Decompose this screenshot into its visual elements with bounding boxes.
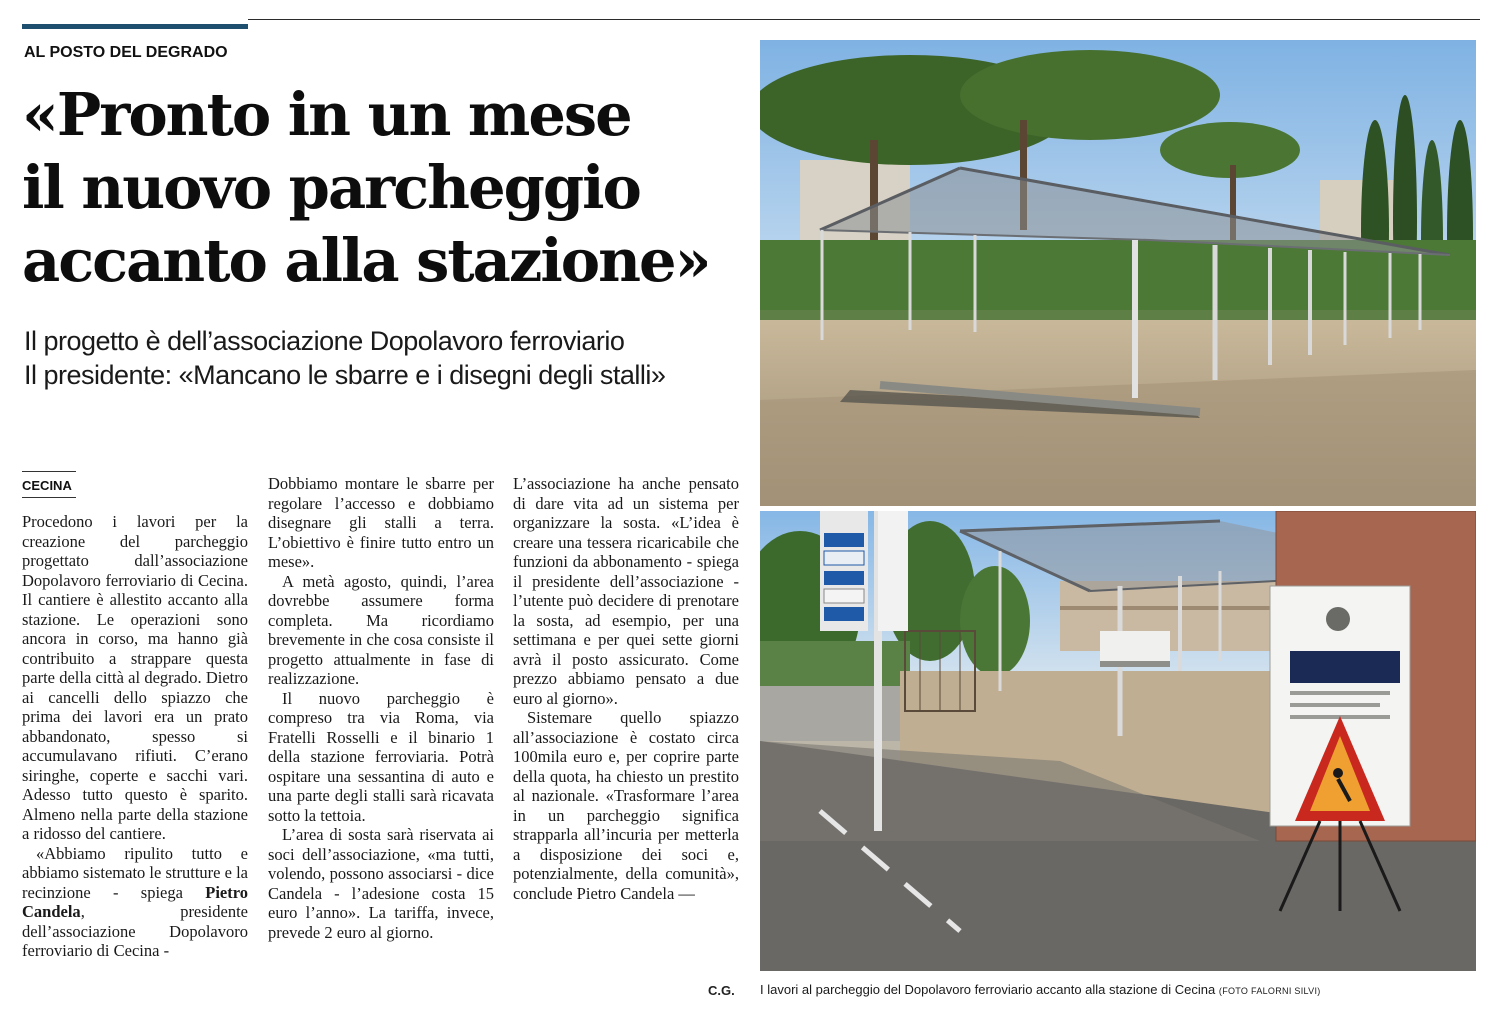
subheadline bbox=[24, 324, 744, 392]
headline-line: «Pronto in un mese bbox=[22, 80, 631, 149]
kicker: AL POSTO DEL DEGRADO bbox=[24, 44, 228, 61]
section-rule bbox=[22, 471, 76, 472]
subheadline-line: Il presidente: «Mancano le sbarre e i disegni degli stalli» bbox=[24, 360, 666, 390]
section-rule bbox=[22, 497, 76, 498]
photo-credit: (FOTO FALORNI SILVI) bbox=[1218, 986, 1321, 996]
article-column-2 bbox=[268, 474, 494, 942]
quote-text: , presidente dell’associazione Dopolavoro ferroviario di Cecina - bbox=[22, 902, 248, 960]
paragraph: Il nuovo parcheggio è compreso tra via Roma, via Fratelli Rosselli e il binario 1 della stazione ferroviaria. Potrà ospitare una sessantina di auto e una parte degli stalli sarà ricavata sotto la tettoia. bbox=[268, 688, 494, 825]
caption-text: I lavori al parcheggio del Dopolavoro ferroviario accanto alla stazione di Cecina bbox=[760, 982, 1216, 997]
headline-line: il nuovo parcheggio bbox=[22, 153, 640, 222]
paragraph: A metà agosto, quindi, l’area dovrebbe assumere forma completa. Ma ricordiamo brevemente in che cosa consiste il progetto attualmente in fase di realizzazione. bbox=[268, 571, 494, 688]
article-column-3 bbox=[513, 474, 739, 903]
paragraph: Procedono i lavori per la creazione del parcheggio progettato dall’associazione Dopolavoro ferroviario di Cecina. Il cantiere è allestito accanto alla stazione. Le operazioni sono ancora in corso, ma hanno già contribuito a strappare questa parte della città al degrado. Dietro ai cancelli dello spiazzo che prima dei lavori era un prato abbandonato, spesso si accumulavano rifiuti. C’erano siringhe, coperte e sacchi vari. Adesso tutto questo è sparito. Almeno nella parte della stazione a ridosso del cantiere. bbox=[22, 512, 248, 843]
paragraph: Sistemare quello spiazzo all’associazione è costato circa 100mila euro e, per coprire parte della quota, ha chiesto un prestito al nazionale. «Trasformare l’area in un parcheggio significa strapparla all’incuria per metterla a disposizione dei soci e, potenzialmente, della comunità», conclude Pietro Candela — bbox=[513, 708, 739, 903]
photo-parking-canopy bbox=[760, 40, 1476, 506]
paragraph: L’area di sosta sarà riservata ai soci dell’associazione, «ma tutti, volendo, possono associarsi - dice Candela - l’adesione costa 15 euro l’anno». La tariffa, invece, prevede 2 euro al giorno. bbox=[268, 825, 494, 942]
paragraph: Dobbiamo montare le sbarre per regolare l’accesso e dobbiamo disegnare gli stalli a terra. L’obiettivo è finire tutto entro un mese». bbox=[268, 474, 494, 571]
paragraph bbox=[22, 844, 248, 961]
person-name: Pietro Candela bbox=[22, 882, 248, 921]
byline: C.G. bbox=[708, 983, 735, 998]
header-accent-rule bbox=[22, 24, 248, 29]
section-label: CECINA bbox=[22, 478, 72, 493]
headline-line: accanto alla stazione» bbox=[22, 226, 710, 295]
headline bbox=[22, 78, 742, 297]
photo-construction-site bbox=[760, 511, 1476, 971]
photo-caption bbox=[760, 982, 1480, 997]
article-column-1 bbox=[22, 512, 248, 961]
paragraph: L’associazione ha anche pensato di dare vita ad un sistema per organizzare la sosta. «L’idea è creare una tessera ricaricabile che funzioni da abbonamento - spiega il presidente dell’associazione - l’utente può decidere di prenotare la sosta, ad esempio, per una settimana e per quei sette giorni avrà il posto assicurato. Come prezzo abbiamo pensato a due euro al giorno». bbox=[513, 474, 739, 708]
header-rule bbox=[248, 19, 1480, 20]
subheadline-line: Il progetto è dell’associazione Dopolavoro ferroviario bbox=[24, 326, 625, 356]
quote-text: «Abbiamo ripulito tutto e abbiamo sistemato le strutture e la recinzione - spiega bbox=[22, 843, 248, 902]
